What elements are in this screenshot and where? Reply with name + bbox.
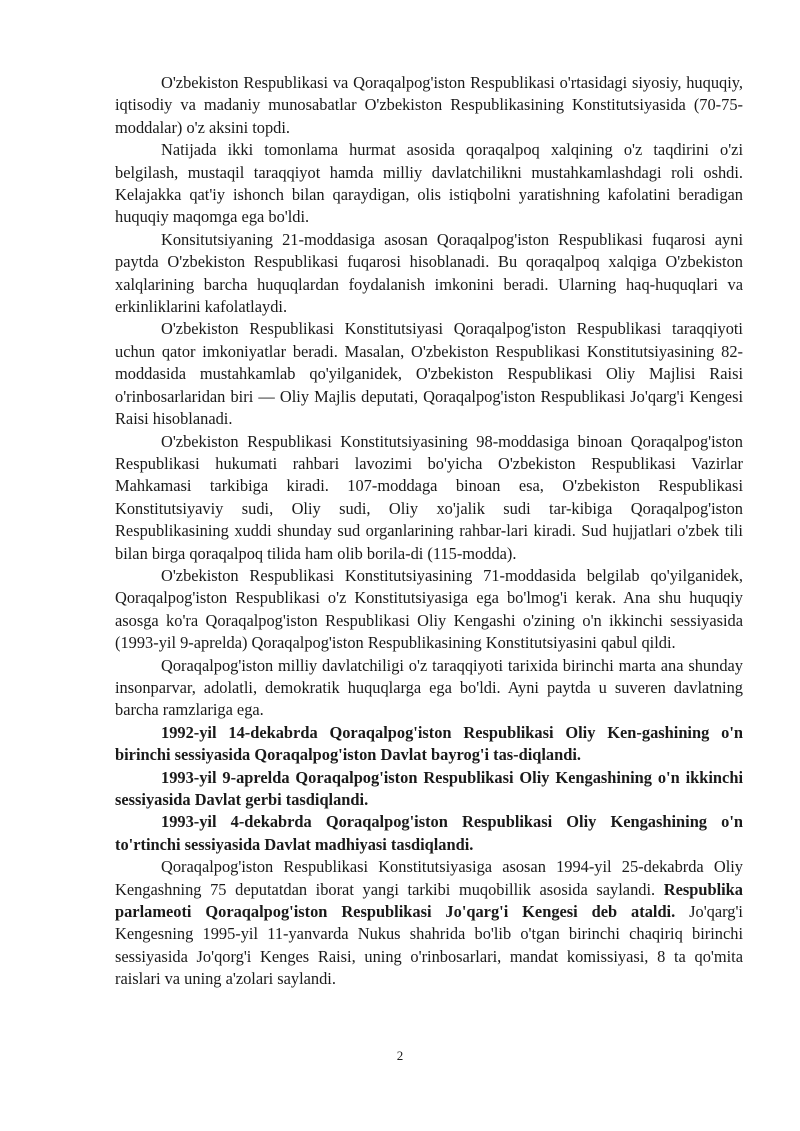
paragraph-citizenship: Konsitutsiyaning 21-moddasiga asosan Qoraqalpog'iston Respublikasi fuqarosi ayni paytda O'zbekiston Respublikasi fuqarosi hisoblanadi. Bu qoraqalpoq xalqiga O'zbekiston xalqlarining barcha huquqlardan foydalanish imkonini beradi. Ularning haq-huquqlari va erkinliklarini kafolatlaydi. [115, 229, 743, 317]
paragraph-government: O'zbekiston Respublikasi Konstitutsiyasining 98-moddasiga binoan Qoraqalpog'iston Respublikasi hukumati rahbari lavozimi bo'yicha O'zbekiston Respublikasi Vazirlar Mahkamasi tarkibiga kiradi. 107-moddaga binoan esa, O'zbekiston Respublikasi Konstitutsiyaviy sudi, Oliy sudi, Oliy xo'jalik sudi tar-kibiga Qoraqalpog'iston Respublikasining xuddi shunday sud organlarining rahbar-lari kiradi. Sud hujjatlari o'zbek tili bilan birga qoraqalpoq tilida ham olib borila-di (115-modda). [115, 431, 743, 563]
paragraph-anthem: 1993-yil 4-dekabrda Qoraqalpog'iston Respublikasi Oliy Kengashining o'n to'rtinchi sessiyasida Davlat madhiyasi tasdiqlandi. [115, 812, 743, 854]
parliament-name-bold: Respublika parlameoti Qoraqalpog'iston Respublikasi Jo'qarg'i Kengesi deb ataldi. [115, 879, 743, 922]
paragraph-statehood: Qoraqalpog'iston milliy davlatchiligi o'z taraqqiyoti tarixida birinchi marta ana shunday insonparvar, adolatli, demokratik huquqlarga ega bo'ldi. Ayni paytda u suveren davlatning barcha ramzlariga ega. [115, 655, 743, 720]
parliament-text-end: Jo'qarg'i Kengesning 1995-yil 11-yanvarda Nukus shahrida bo'lib o'tgan birinchi chaqiriq birinchi sessiyasida Jo'qorg'i Kenges Raisi, uning o'rinbosarlari, mandat komissiyasi, 8 ta qo'mita raislari va uning a'zolari saylandi. [115, 902, 743, 989]
paragraph-relations: O'zbekiston Respublikasi va Qoraqalpog'iston Respublikasi o'rtasidagi siyosiy, huquqiy, iqtisodiy va madaniy munosabatlar O'zbekiston Respublikasining Konstitutsiyasida (70-75-moddalar) o'z aksini topdi. [115, 73, 743, 137]
document-body [115, 72, 743, 991]
parliament-text-start: Qoraqalpog'iston Respublikasi Konstitutsiyasiga asosan 1994-yil 25-dekabrda Oliy Kengashning 75 deputatdan iborat yangi tarkibi muqobillik asosida saylandi. [115, 857, 743, 899]
paragraph-flag: 1992-yil 14-dekabrda Qoraqalpog'iston Respublikasi Oliy Ken-gashining o'n birinchi sessiyasida Qoraqalpog'iston Davlat bayrog'i tas-diqlandi. [115, 722, 743, 765]
page-number: 2 [396, 1048, 404, 1063]
paragraph-constitution: O'zbekiston Respublikasi Konstitutsiyasining 71-moddasida belgilab qo'yilganidek, Qoraqalpog'iston Respublikasi o'z Konstitutsiyasiga ega bo'lmog'i kerak. Ana shu huquqiy asosga ko'ra Qoraqalpog'iston Respublikasi Oliy Kengashi o'zining o'n ikkinchi sessiyasida (1993-yil 9-aprelda) Qoraqalpog'iston Respublikasining Konstitutsiyasini qabul qildi. [115, 565, 743, 653]
paragraph-opportunities: O'zbekiston Respublikasi Konstitutsiyasi Qoraqalpog'iston Respublikasi taraqqiyoti uchun qator imkoniyatlar beradi. Masalan, O'zbekiston Respublikasi Konstitutsiyasining 82-moddasida mustahkamlab qo'yilganidek, O'zbekiston Respublikasi Oliy Majlisi Raisi o'rinbosarlaridan biri — Oliy Majlis deputati, Qoraqalpog'iston Respublikasi Jo'qarg'i Kengesi Raisi hisoblanadi. [115, 319, 743, 429]
paragraph-parliament [115, 856, 743, 990]
paragraph-result: Natijada ikki tomonlama hurmat asosida qoraqalpoq xalqining o'z taqdirini o'zi belgilash, mustaqil taraqqiyot hamda milliy davlatchilikni mustahkamlashdagi roli oshdi. Kelajakka qat'iy ishonch bilan qaraydigan, olis istiqbolni yaratishning kafolatini beradigan huquqiy maqomga ega bo'ldi. [115, 140, 743, 227]
paragraph-emblem: 1993-yil 9-aprelda Qoraqalpog'iston Respublikasi Oliy Kengashining o'n ikkinchi sessiyasida Davlat gerbi tasdiqlandi. [115, 767, 743, 809]
